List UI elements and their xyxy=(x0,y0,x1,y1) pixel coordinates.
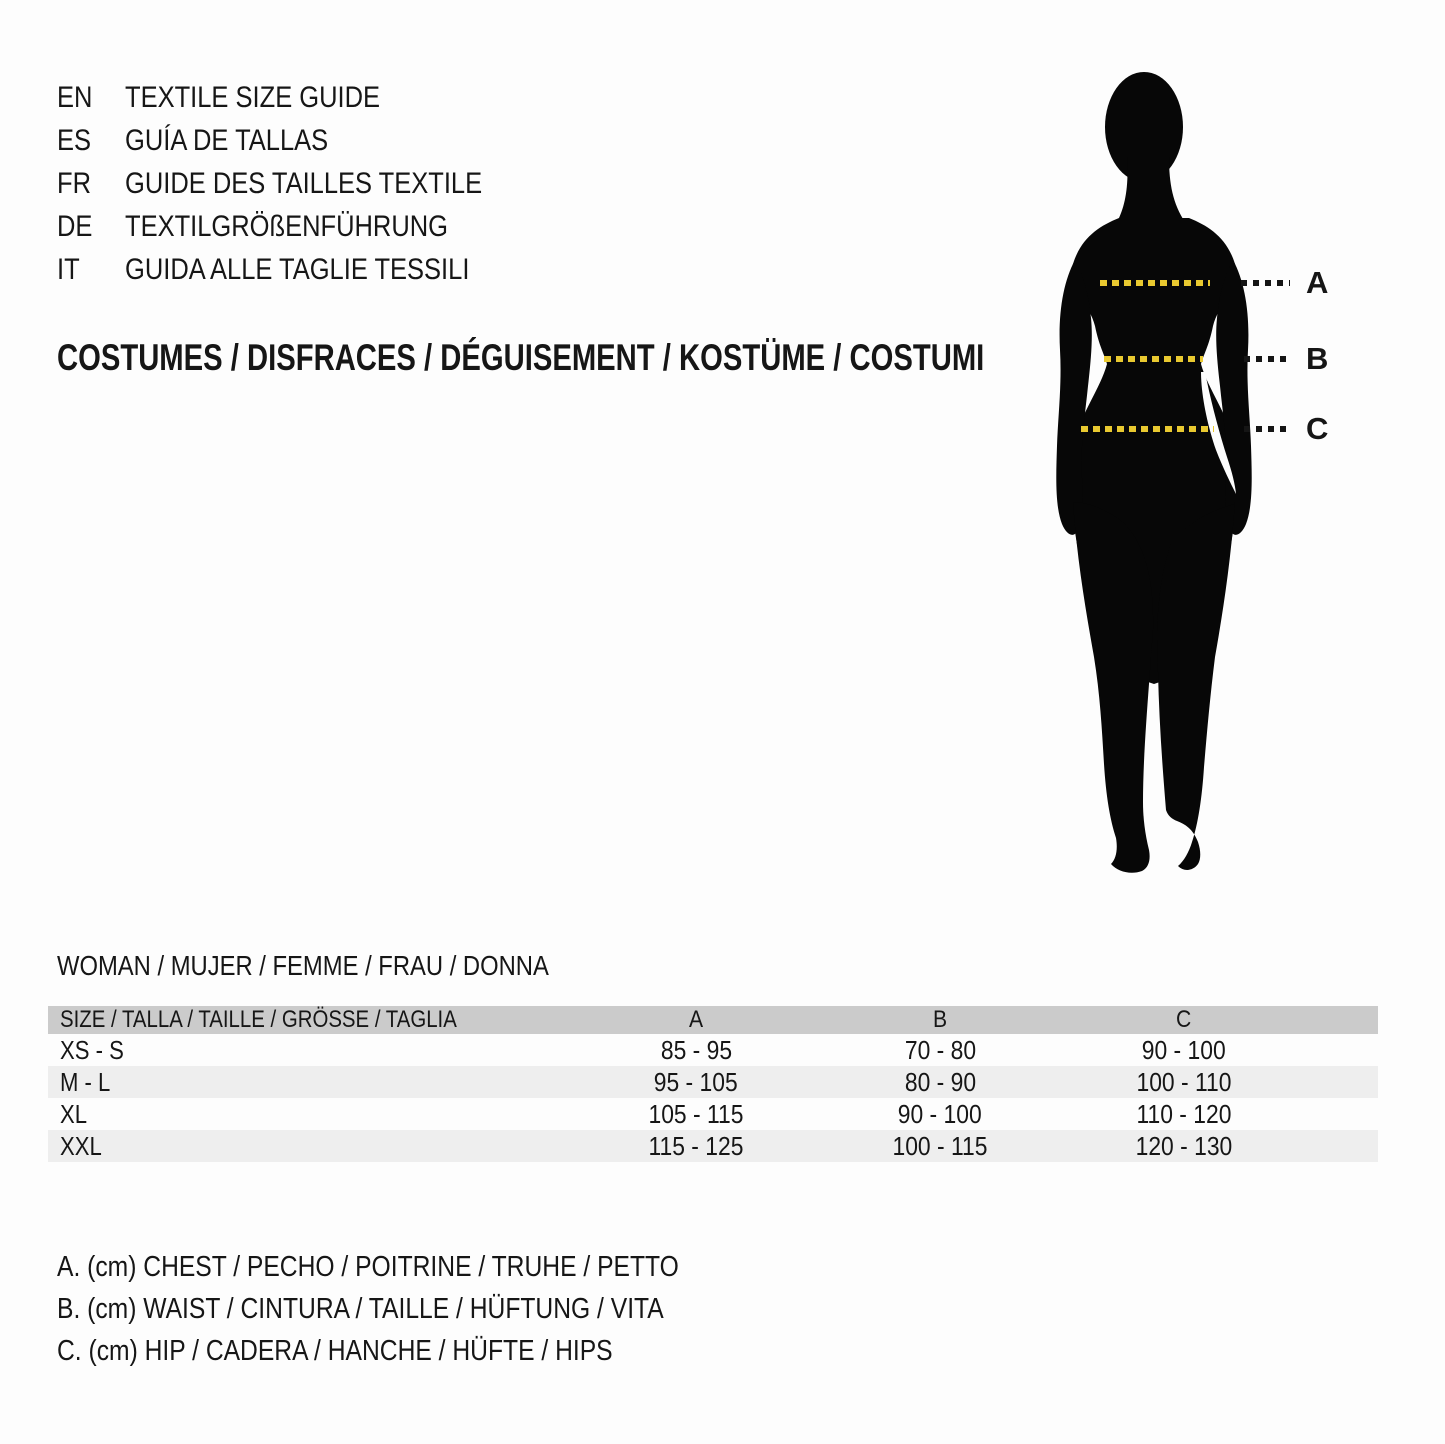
language-list xyxy=(57,76,545,291)
language-code: IT xyxy=(57,252,80,286)
marker-letter-b: B xyxy=(1306,341,1329,376)
language-title: TEXTILE SIZE GUIDE xyxy=(125,80,381,114)
hip-measure-line xyxy=(1081,426,1214,432)
value-cell-a: 115 - 125 xyxy=(648,1130,744,1161)
column-header-size: SIZE / TALLA / TAILLE / GRÖSSE / TAGLIA xyxy=(60,1006,457,1033)
language-row-en xyxy=(57,76,545,119)
language-row-es xyxy=(57,119,545,162)
value-cell-b: 70 - 80 xyxy=(904,1034,976,1065)
woman-silhouette-figure xyxy=(1055,72,1255,880)
language-title: TEXTILGRÖßENFÜHRUNG xyxy=(125,209,449,243)
column-header-b: B xyxy=(932,1006,948,1033)
value-cell-a: 95 - 105 xyxy=(654,1066,738,1097)
woman-silhouette-icon xyxy=(1055,72,1255,880)
language-row-it xyxy=(57,248,545,291)
column-header-a: A xyxy=(688,1006,704,1033)
language-code: ES xyxy=(57,123,92,157)
language-code: FR xyxy=(57,166,91,200)
language-code: EN xyxy=(57,80,93,114)
column-header-c: C xyxy=(1176,1006,1192,1033)
size-table xyxy=(48,1006,1378,1162)
language-title: GUIDA ALLE TAGLIE TESSILI xyxy=(125,252,470,286)
language-title: GUIDE DES TAILLES TEXTILE xyxy=(125,166,483,200)
size-cell: XS - S xyxy=(60,1034,124,1065)
table-row xyxy=(48,1130,1378,1162)
table-header-row xyxy=(48,1006,1378,1034)
legend-hip: C. (cm) HIP / CADERA / HANCHE / HÜFTE / HIPS xyxy=(57,1334,613,1367)
chest-measure-line xyxy=(1100,280,1210,286)
category-title: COSTUMES / DISFRACES / DÉGUISEMENT / KOSTÜME / COSTUMI xyxy=(57,337,985,378)
measurement-legend xyxy=(57,1246,789,1372)
legend-chest: A. (cm) CHEST / PECHO / POITRINE / TRUHE / PETTO xyxy=(57,1250,679,1283)
value-cell-b: 100 - 115 xyxy=(892,1130,988,1161)
language-row-fr xyxy=(57,162,545,205)
section-title-woman: WOMAN / MUJER / FEMME / FRAU / DONNA xyxy=(57,950,549,981)
language-code: DE xyxy=(57,209,93,243)
table-row xyxy=(48,1066,1378,1098)
value-cell-a: 105 - 115 xyxy=(648,1098,744,1129)
language-row-de xyxy=(57,205,545,248)
value-cell-b: 80 - 90 xyxy=(904,1066,976,1097)
table-row xyxy=(48,1098,1378,1130)
marker-letter-a: A xyxy=(1306,265,1329,300)
size-cell: XL xyxy=(60,1098,88,1129)
value-cell-c: 100 - 110 xyxy=(1136,1066,1232,1097)
size-cell: XXL xyxy=(60,1130,102,1161)
language-title: GUÍA DE TALLAS xyxy=(125,123,329,157)
waist-leader-line xyxy=(1244,356,1290,362)
marker-letter-c: C xyxy=(1306,411,1329,446)
size-cell: M - L xyxy=(60,1066,111,1097)
waist-measure-line xyxy=(1104,356,1203,362)
value-cell-c: 120 - 130 xyxy=(1135,1130,1233,1161)
table-row xyxy=(48,1034,1378,1066)
value-cell-a: 85 - 95 xyxy=(660,1034,732,1065)
value-cell-c: 110 - 120 xyxy=(1136,1098,1232,1129)
legend-waist: B. (cm) WAIST / CINTURA / TAILLE / HÜFTUNG / VITA xyxy=(57,1292,664,1325)
value-cell-c: 90 - 100 xyxy=(1142,1034,1226,1065)
chest-leader-line xyxy=(1241,280,1290,286)
value-cell-b: 90 - 100 xyxy=(898,1098,982,1129)
hip-leader-line xyxy=(1244,426,1290,432)
